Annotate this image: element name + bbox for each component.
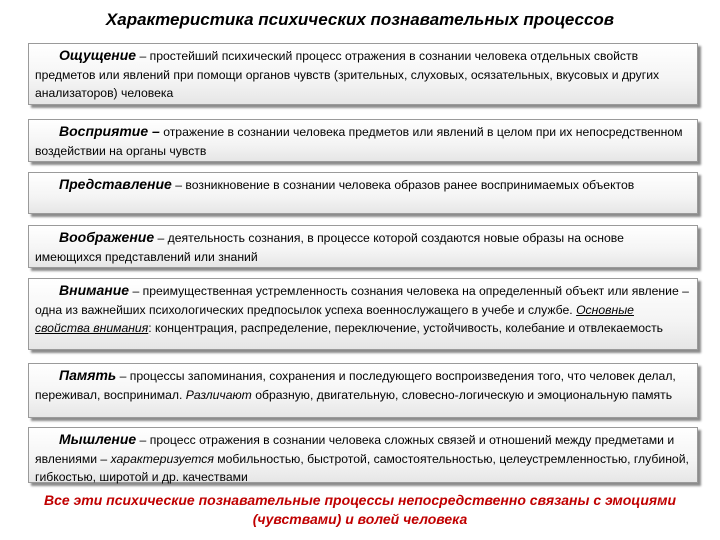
block-memory [28, 363, 698, 418]
page-title: Характеристика психических познавательных процессов [105, 10, 615, 29]
term-definition: – процессы запоминания, сохранения и последующего воспроизведения того, что человек делал, переживал, воспринимал. [35, 369, 676, 402]
term-definition: – возникновение в сознании человека образов ранее воспринимаемых объектов [171, 178, 635, 192]
term-definition-cont: мобильностью, быстротой, самостоятельностью, целеустремленностью, глубиной, гибкостью, широтой и др. качествами [35, 451, 689, 484]
footer-note: Все эти психические познавательные процессы непосредственно связаны с эмоциями (чувствами) и волей человека [43, 492, 677, 527]
term-label: Воображение [59, 229, 155, 245]
term-label: Ощущение [59, 47, 137, 63]
block-imagination [28, 225, 698, 268]
term-definition: – деятельность сознания, в процессе которой создаются новые образы на основе имеющихся представлений или знаний [35, 231, 624, 264]
block-sensation [28, 43, 698, 105]
term-label: Внимание [59, 282, 130, 298]
term-label: Память [59, 367, 117, 383]
term-definition-cont: образную, двигательную, словесно-логическую и эмоциональную память [251, 387, 673, 402]
term-label: Восприятие – [59, 123, 160, 139]
term-definition: – простейший психический процесс отражения в сознании человека отдельных свойств предметов или явлений при помощи органов чувств (зрительных, слуховых, осязательных, вкусовых и других анализаторов) человека [35, 49, 660, 100]
term-definition-cont: : концентрация, распределение, переключение, устойчивость, колебание и отвлекаемость [148, 321, 664, 335]
term-definition: – преимущественная устремленность сознания человека на определенный объект или явление – одна из важнейших психологических предпосылок успеха военнослужащего в учебе и службе. [35, 284, 689, 317]
term-definition: – процесс отражения в сознании человека сложных связей и отношений между предметами и явлениями – [35, 433, 675, 466]
term-definition: отражение в сознании человека предметов или явлений в целом при их непосредственном воздействии на органы чувств [35, 125, 683, 158]
block-attention [28, 278, 698, 350]
term-emphasis: Различают [185, 387, 252, 402]
term-label: Представление [59, 176, 172, 192]
term-emphasis: характеризуется [110, 451, 214, 466]
block-representation [28, 172, 698, 214]
block-thinking [28, 427, 698, 483]
term-label: Мышление [59, 431, 137, 447]
term-emphasis: Основные свойства внимания [35, 302, 634, 335]
block-perception [28, 119, 698, 162]
